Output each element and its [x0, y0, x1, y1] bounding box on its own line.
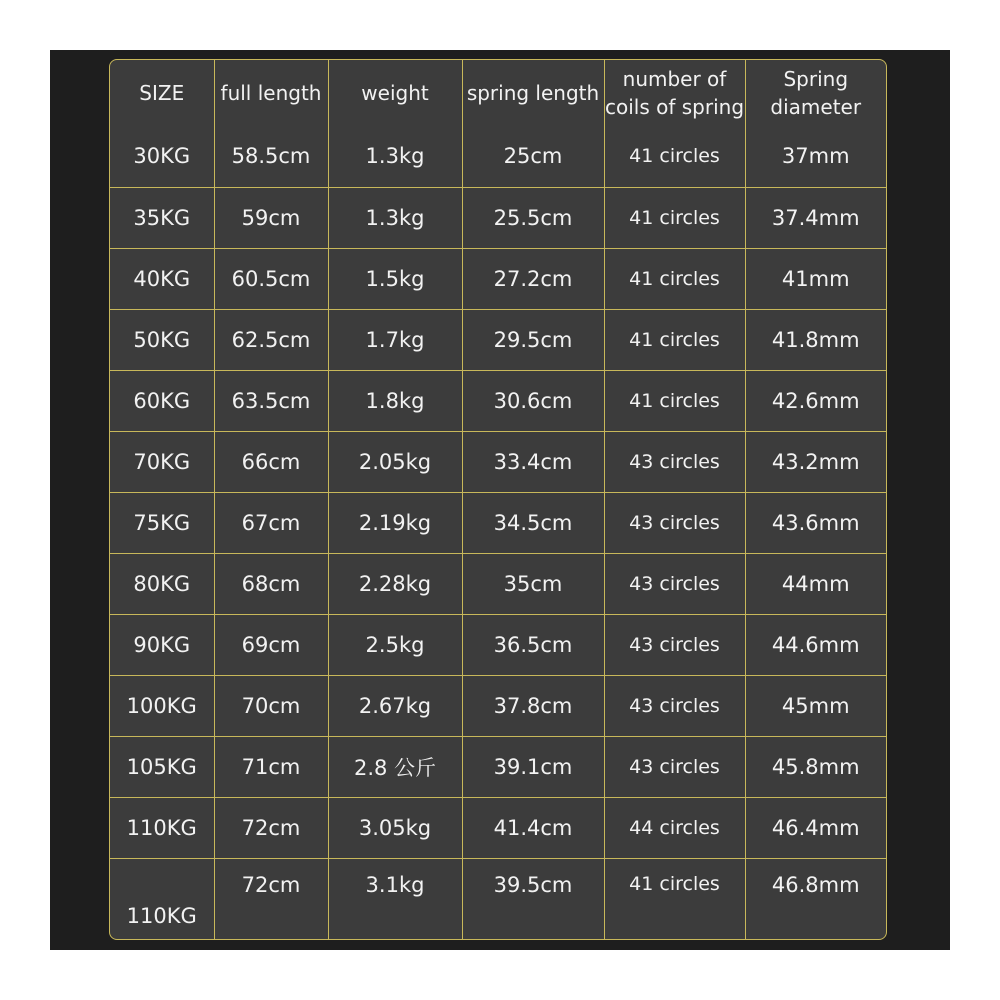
cell-full-length: 59cm [214, 187, 328, 248]
cell-coils: 43 circles [604, 614, 745, 675]
spring-spec-table [110, 60, 886, 940]
cell-spring-length: 33.4cm [462, 431, 604, 492]
cell-spring-diameter: 42.6mm [745, 370, 886, 431]
cell-spring-length: 30.6cm [462, 370, 604, 431]
cell-coils: 44 circles [604, 797, 745, 858]
header-full-length: full length [214, 60, 328, 126]
cell-size: 50KG [110, 309, 214, 370]
cell-weight: 1.5kg [328, 248, 462, 309]
cell-weight: 2.28kg [328, 553, 462, 614]
cell-spring-diameter: 44.6mm [745, 614, 886, 675]
cell-size: 40KG [110, 248, 214, 309]
header-spring-diameter: Spring diameter [745, 60, 886, 126]
cell-full-length: 72cm [214, 797, 328, 858]
cell-spring-diameter: 45mm [745, 675, 886, 736]
cell-weight: 1.3kg [328, 187, 462, 248]
cell-size: 70KG [110, 431, 214, 492]
cell-size: 60KG [110, 370, 214, 431]
table-row [110, 492, 886, 553]
cell-weight: 2.67kg [328, 675, 462, 736]
cell-full-length: 63.5cm [214, 370, 328, 431]
cell-weight: 3.1kg [328, 858, 462, 940]
table-row [110, 309, 886, 370]
cell-coils: 41 circles [604, 858, 745, 940]
cell-weight: 3.05kg [328, 797, 462, 858]
table-row [110, 614, 886, 675]
cell-weight: 2.05kg [328, 431, 462, 492]
table-row [110, 797, 886, 858]
cell-spring-diameter: 44mm [745, 553, 886, 614]
cell-coils: 43 circles [604, 736, 745, 797]
cell-coils: 43 circles [604, 431, 745, 492]
table-row [110, 736, 886, 797]
cell-size: 110KG [110, 858, 214, 940]
cell-size: 100KG [110, 675, 214, 736]
cell-spring-diameter: 37mm [745, 126, 886, 187]
cell-weight: 1.3kg [328, 126, 462, 187]
spec-table-panel [109, 59, 887, 940]
cell-full-length: 69cm [214, 614, 328, 675]
cell-spring-diameter: 41mm [745, 248, 886, 309]
cell-spring-diameter: 45.8mm [745, 736, 886, 797]
cell-spring-length: 25cm [462, 126, 604, 187]
header-coils: number of coils of spring [604, 60, 745, 126]
cell-full-length: 60.5cm [214, 248, 328, 309]
cell-weight: 2.5kg [328, 614, 462, 675]
table-row [110, 126, 886, 187]
cell-coils: 41 circles [604, 309, 745, 370]
cell-spring-diameter: 46.8mm [745, 858, 886, 940]
cell-spring-length: 34.5cm [462, 492, 604, 553]
cell-spring-length: 27.2cm [462, 248, 604, 309]
cell-weight: 1.8kg [328, 370, 462, 431]
header-spring-length: spring length [462, 60, 604, 126]
cell-size: 105KG [110, 736, 214, 797]
cell-spring-diameter: 46.4mm [745, 797, 886, 858]
header-size: SIZE [110, 60, 214, 126]
cell-full-length: 71cm [214, 736, 328, 797]
cell-full-length: 62.5cm [214, 309, 328, 370]
cell-coils: 43 circles [604, 553, 745, 614]
cell-spring-length: 29.5cm [462, 309, 604, 370]
cell-full-length: 67cm [214, 492, 328, 553]
cell-weight: 1.7kg [328, 309, 462, 370]
cell-full-length: 66cm [214, 431, 328, 492]
cell-coils: 43 circles [604, 492, 745, 553]
table-row [110, 553, 886, 614]
cell-weight: 2.19kg [328, 492, 462, 553]
table-row [110, 248, 886, 309]
cell-spring-diameter: 37.4mm [745, 187, 886, 248]
cell-coils: 41 circles [604, 187, 745, 248]
header-weight: weight [328, 60, 462, 126]
cell-coils: 43 circles [604, 675, 745, 736]
cell-spring-length: 25.5cm [462, 187, 604, 248]
cell-spring-length: 35cm [462, 553, 604, 614]
cell-weight: 2.8 公斤 [328, 736, 462, 797]
cell-size: 110KG [110, 797, 214, 858]
table-row [110, 675, 886, 736]
cell-spring-diameter: 43.2mm [745, 431, 886, 492]
cell-full-length: 72cm [214, 858, 328, 940]
cell-size: 75KG [110, 492, 214, 553]
table-row [110, 431, 886, 492]
cell-coils: 41 circles [604, 248, 745, 309]
cell-spring-length: 37.8cm [462, 675, 604, 736]
cell-size: 35KG [110, 187, 214, 248]
cell-spring-length: 41.4cm [462, 797, 604, 858]
cell-spring-length: 39.1cm [462, 736, 604, 797]
cell-spring-length: 36.5cm [462, 614, 604, 675]
cell-full-length: 58.5cm [214, 126, 328, 187]
cell-spring-diameter: 43.6mm [745, 492, 886, 553]
cell-size: 90KG [110, 614, 214, 675]
cell-spring-length: 39.5cm [462, 858, 604, 940]
cell-spring-diameter: 41.8mm [745, 309, 886, 370]
table-row [110, 858, 886, 940]
table-header-row [110, 60, 886, 126]
cell-size: 30KG [110, 126, 214, 187]
table-row [110, 187, 886, 248]
cell-size: 80KG [110, 553, 214, 614]
cell-coils: 41 circles [604, 126, 745, 187]
cell-full-length: 68cm [214, 553, 328, 614]
cell-coils: 41 circles [604, 370, 745, 431]
cell-full-length: 70cm [214, 675, 328, 736]
table-row [110, 370, 886, 431]
